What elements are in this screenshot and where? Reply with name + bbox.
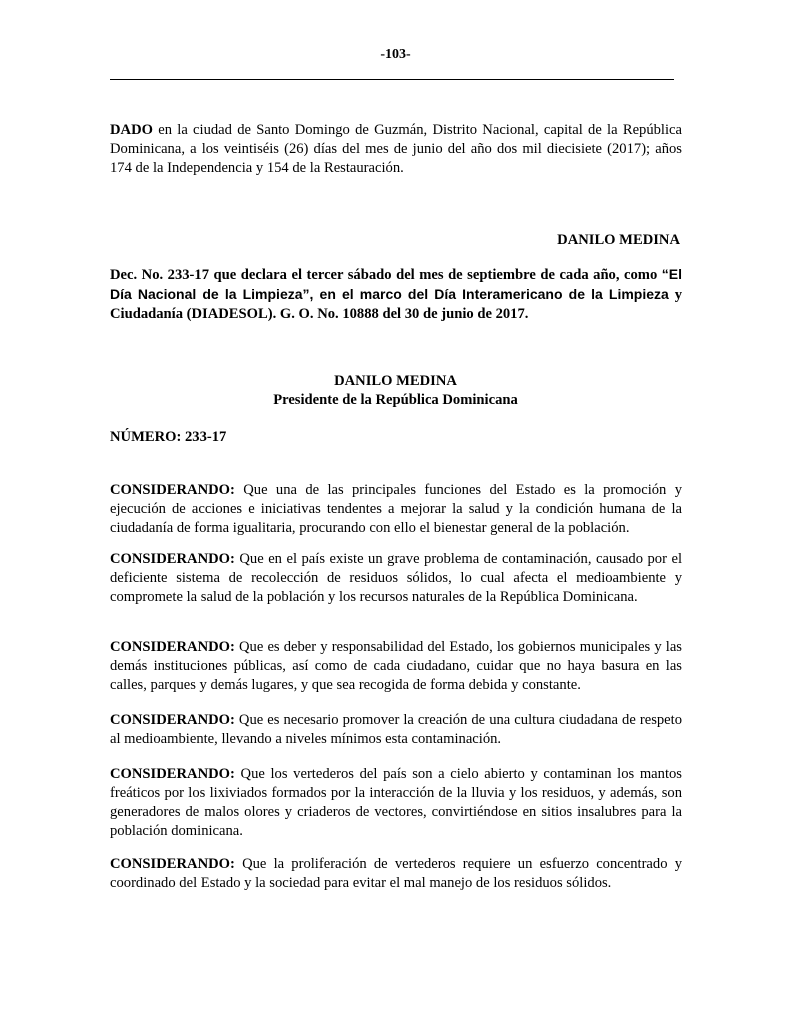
dado-paragraph [110,121,682,178]
considerando-label: CONSIDERANDO: [110,482,235,498]
decree-title-part1: Dec. No. 233-17 que declara el tercer sábado del mes de septiembre de cada año, como [110,267,662,283]
considerando-paragraph [110,765,682,841]
considerando-label: CONSIDERANDO: [110,551,235,567]
considerando-text: Que una de las principales funciones del Estado es la promoción y ejecución de acciones e iniciativas tendentes a mejorar la salud y la condición humana de la ciudadanía de forma igualitaria, procurando con ello el bienestar general de la población. [110,482,682,536]
decree-title-part3: y Ciudadanía (DIADESOL). G. O. No. 10888 del 30 de junio de 2017. [110,287,682,322]
president-role: Presidente de la República Dominicana [273,392,518,408]
considerando-text: Que es deber y responsabilidad del Estado, los gobiernos municipales y las demás instituciones públicas, así como de cada ciudadano, cuidar que no haya basura en las calles, parques y demás lugares, y que sea recogida de forma debida y constante. [110,639,682,693]
signature-name: DANILO MEDINA [557,232,680,248]
considerando-text: Que la proliferación de vertederos requiere un esfuerzo concentrado y coordinado del Estado y la sociedad para evitar el mal manejo de los residuos sólidos. [110,856,682,891]
considerando-text: Que en el país existe un grave problema de contaminación, causado por el deficiente sistema de recolección de residuos sólidos, lo cual afecta el medioambiente y compromete la salud de la población y los recursos naturales de la República Dominicana. [110,551,682,605]
considerando-paragraph [110,481,682,538]
considerando-paragraph [110,550,682,607]
considerando-text: Que es necesario promover la creación de una cultura ciudadana de respeto al medioambiente, llevando a niveles mínimos esta contaminación. [110,712,682,747]
decree-title [110,265,682,324]
considerando-paragraph [110,638,682,695]
header-divider [110,79,674,80]
page-number: -103- [380,47,411,62]
considerando-paragraph [110,855,682,893]
considerando-label: CONSIDERANDO: [110,639,235,655]
decree-number: NÚMERO: 233-17 [110,429,227,445]
considerando-label: CONSIDERANDO: [110,712,235,728]
considerando-label: CONSIDERANDO: [110,856,235,872]
considerando-label: CONSIDERANDO: [110,766,235,782]
decree-title-part2: “El Día Nacional de la Limpieza”, en el marco del Día Interamericano de la Limpieza [110,266,682,302]
president-name: DANILO MEDINA [334,373,457,389]
dado-keyword: DADO [110,122,153,138]
considerando-text: Que los vertederos del país son a cielo abierto y contaminan los mantos freáticos por los lixiviados formados por la interacción de la lluvia y los residuos, y además, son generadores de malos olores y criaderos de vectores, convirtiéndose en sitios insalubres para la población dominicana. [110,766,682,839]
dado-text: en la ciudad de Santo Domingo de Guzmán, Distrito Nacional, capital de la República Dominicana, a los veintiséis (26) días del mes de junio del año dos mil diecisiete (2017); años 174 de la Independencia y 154 de la Restauración. [110,122,682,176]
considerando-paragraph [110,711,682,749]
